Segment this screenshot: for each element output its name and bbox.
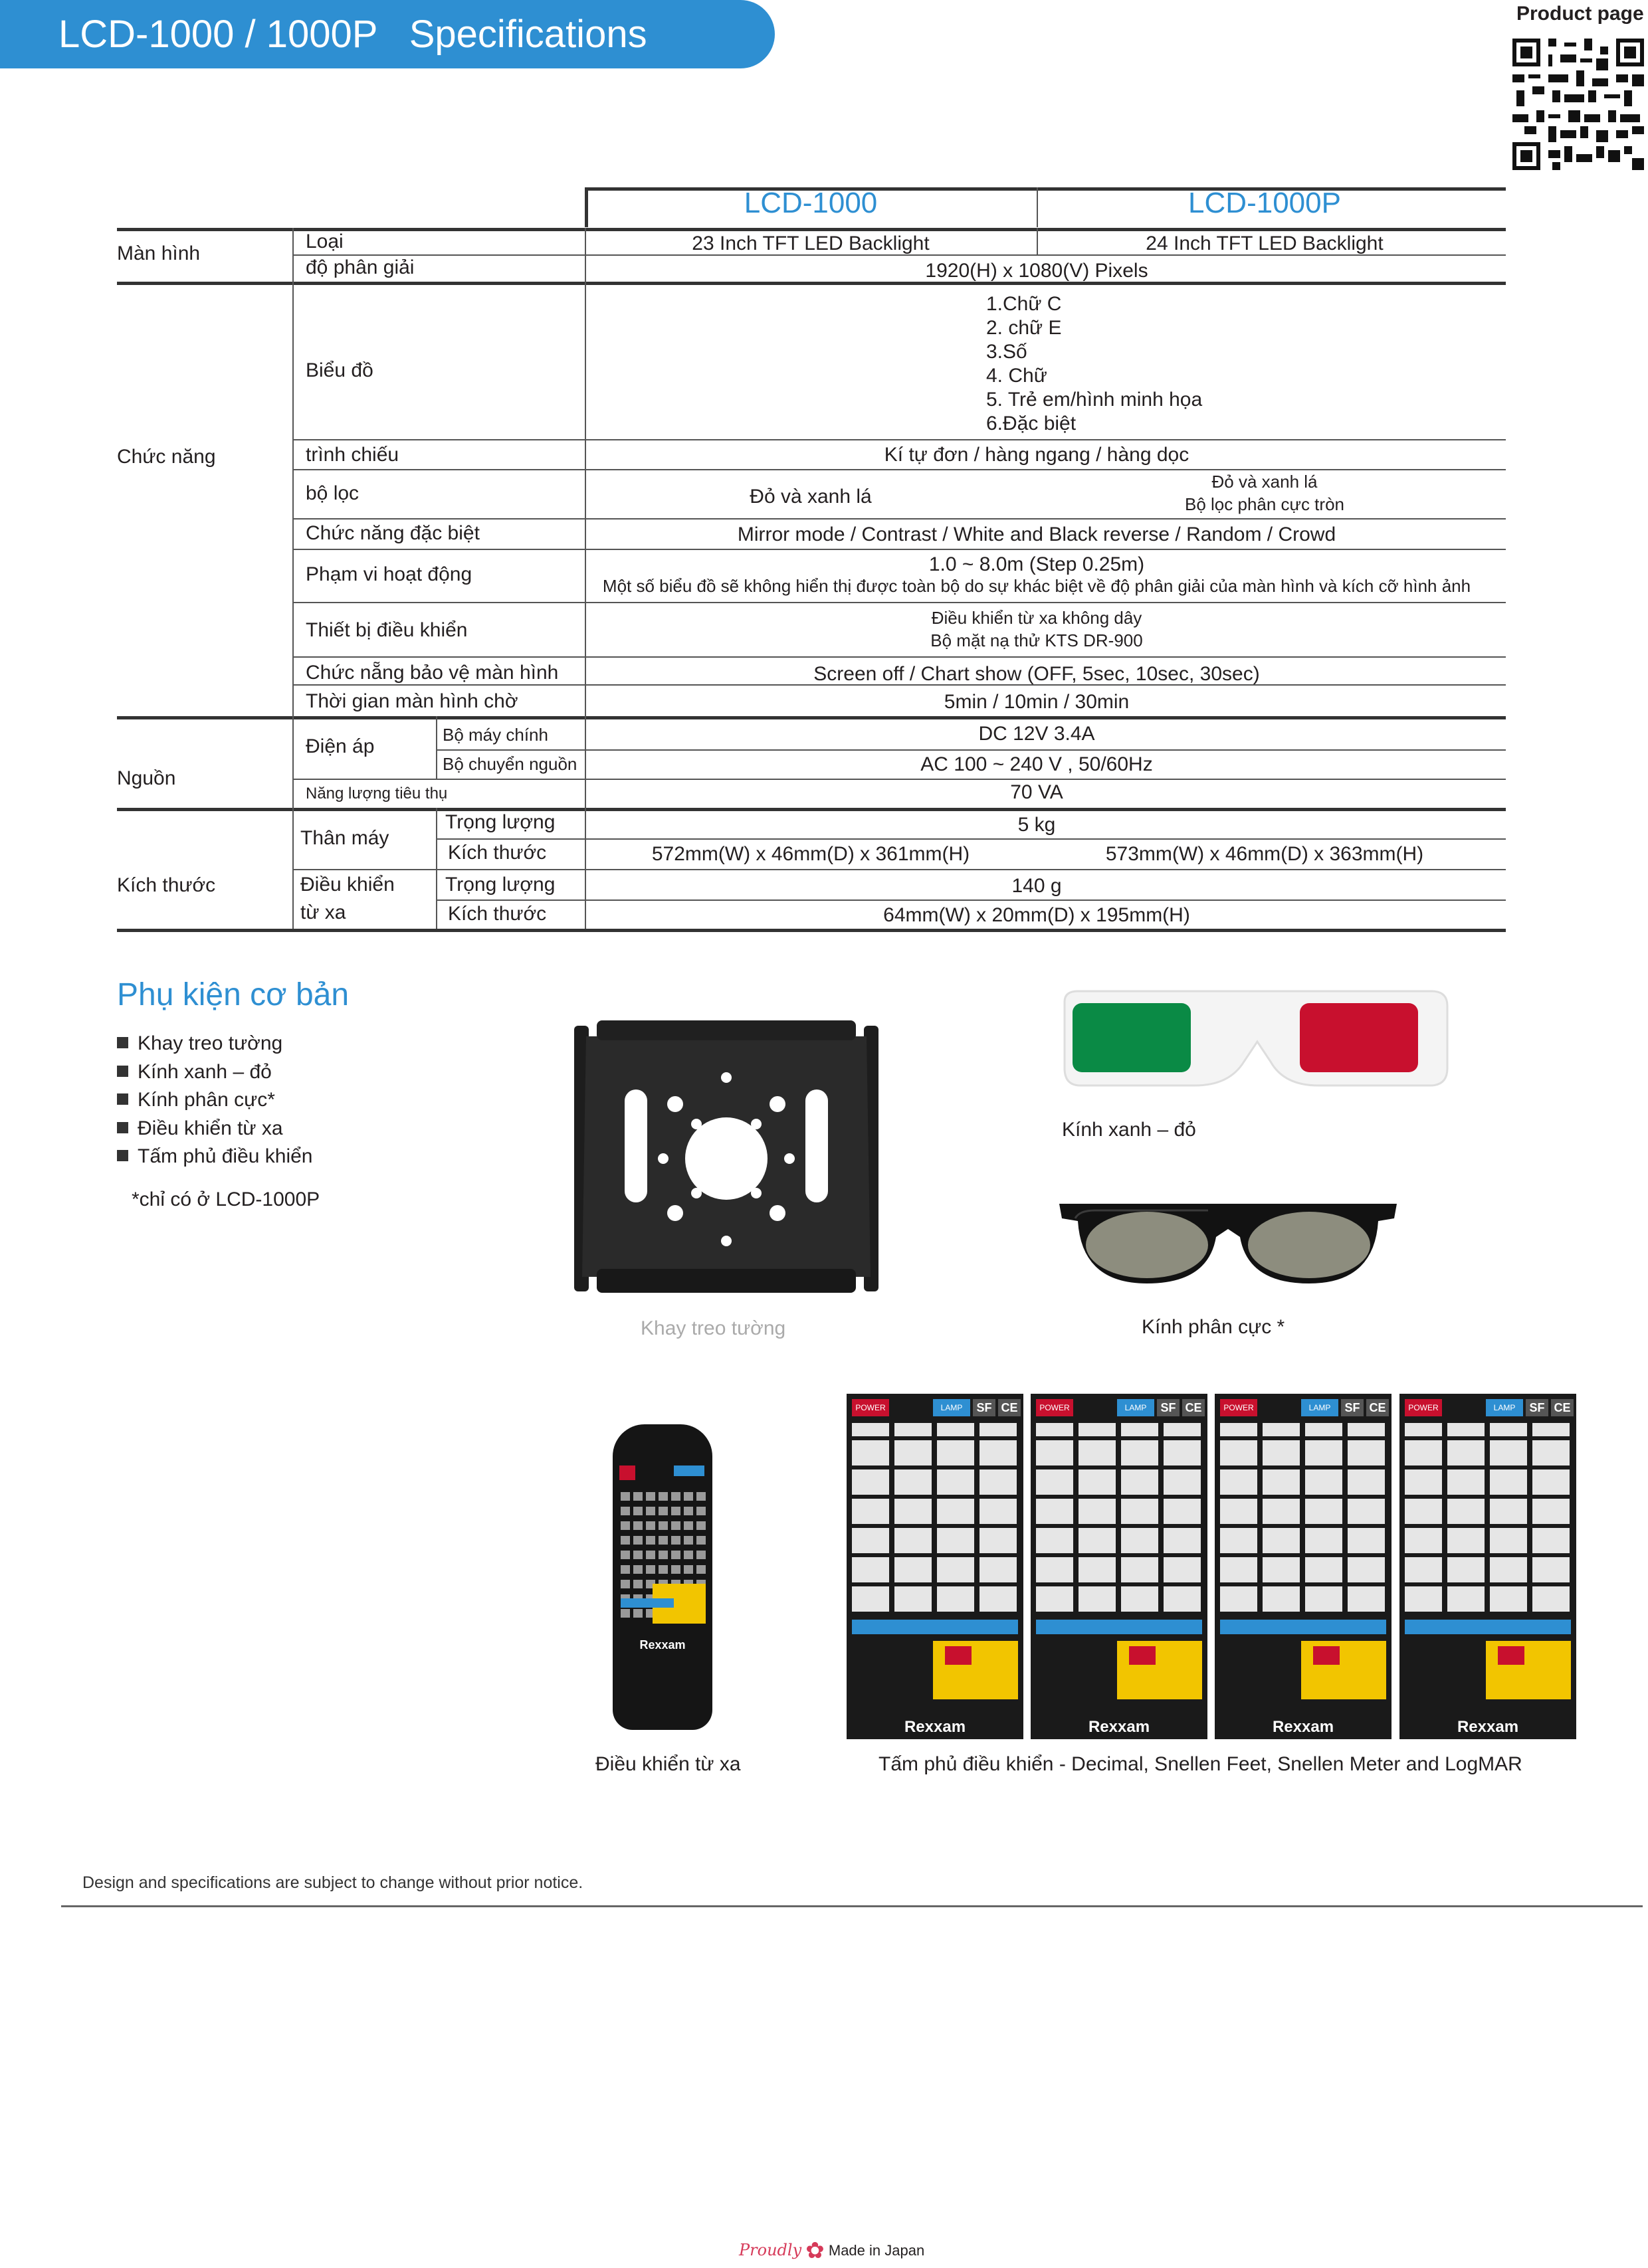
header-mid-rule [1037, 187, 1038, 227]
rule [436, 838, 1506, 840]
column-header-lcd-1000p: LCD-1000P [1188, 187, 1341, 219]
type-lcd-1000: 23 Inch TFT LED Backlight [692, 233, 930, 254]
group-function: Chức năng [117, 446, 216, 468]
remote-brand: Rexxam [639, 1638, 686, 1652]
caption-bracket: Khay treo tường [641, 1317, 786, 1339]
overlay-panel-snellen-meter [1215, 1394, 1391, 1739]
rule [1037, 228, 1038, 254]
header-left-rule [585, 187, 588, 227]
rule [292, 469, 1506, 470]
accessory-item: Khay treo tường [117, 1032, 282, 1056]
projection-value: Kí tự đơn / hàng ngang / hàng dọc [884, 444, 1189, 466]
standby-value: 5min / 10min / 30min [944, 691, 1130, 713]
bullet-square-icon [117, 1093, 128, 1105]
rule [292, 869, 1506, 870]
overlay-panels [847, 1394, 1576, 1739]
proudly-logo: Proudly [739, 2241, 802, 2259]
overlay-blue-row [852, 1620, 1018, 1634]
body-weight-value: 5 kg [1017, 814, 1056, 836]
overlay-key-grid [1220, 1423, 1386, 1616]
row-label-type: Loại [306, 231, 344, 252]
overlay-key-grid [1405, 1423, 1571, 1616]
row-label-projection: trình chiếu [306, 444, 399, 466]
row-label-screensaver: Chức nẵng bảo vệ màn hình [306, 662, 559, 684]
remote-control-image [613, 1424, 712, 1730]
row-label-voltage: Điện áp [306, 735, 375, 757]
footer-rule [61, 1905, 1643, 1907]
chart-item: 5. Trẻ em/hình minh họa [986, 389, 1203, 411]
rule [292, 549, 1506, 550]
accessory-item: Kính xanh – đỏ [117, 1060, 272, 1084]
overlay-panel-decimal [847, 1394, 1023, 1739]
bullet-square-icon [117, 1122, 128, 1133]
row-label-standby: Thời gian màn hình chờ [306, 690, 518, 712]
row-label-consumption: Năng lượng tiêu thụ [306, 785, 448, 803]
type-lcd-1000p: 24 Inch TFT LED Backlight [1146, 233, 1384, 254]
overlay-blue-row [1405, 1620, 1571, 1634]
remote-dim-value: 64mm(W) x 20mm(D) x 195mm(H) [883, 904, 1190, 926]
overlay-sf-key: SF [1526, 1399, 1548, 1416]
overlay-lamp-key: LAMP [1117, 1399, 1154, 1416]
made-in-label: Made in Japan [828, 2242, 925, 2259]
overlay-sf-key: SF [973, 1399, 995, 1416]
remote-weight-value: 140 g [1011, 875, 1062, 897]
rule [292, 439, 1506, 440]
overlay-esc-key [1498, 1646, 1524, 1665]
chart-item: 1.Chữ C [986, 293, 1062, 315]
footer-note: Design and specifications are subject to change without prior notice. [82, 1873, 583, 1892]
row-label-special: Chức năng đặc biệt [306, 522, 480, 544]
column-header-lcd-1000: LCD-1000 [744, 187, 878, 219]
overlay-power-key: POWER [1405, 1399, 1442, 1416]
remote-weight-label: Trọng lượng [445, 874, 556, 896]
rule [117, 808, 1506, 811]
overlay-power-key: POWER [852, 1399, 889, 1416]
rule [292, 656, 1506, 658]
overlay-lamp-key: LAMP [1486, 1399, 1523, 1416]
row-label-controller: Thiết bị điều khiển [306, 619, 468, 641]
overlay-ce-key: CE [1551, 1399, 1574, 1416]
caption-red-green: Kính xanh – đỏ [1062, 1119, 1196, 1141]
body-dim-lcd-1000: 572mm(W) x 46mm(D) x 361mm(H) [651, 843, 970, 865]
bullet-square-icon [117, 1066, 128, 1077]
rule [436, 808, 437, 929]
overlay-ce-key: CE [998, 1399, 1021, 1416]
controller-line2: Bộ mặt nạ thử KTS DR-900 [930, 630, 1143, 650]
title-banner: LCD-1000 / 1000P Specifications [0, 0, 775, 68]
screensaver-value: Screen off / Chart show (OFF, 5sec, 10sec, 30sec) [813, 663, 1260, 685]
row-label-resolution: độ phân giải [306, 256, 415, 278]
rule [436, 716, 437, 749]
group-size: Kích thước [117, 874, 216, 896]
chart-item: 3.Số [986, 341, 1027, 363]
filter-lcd-1000p-line1: Đỏ và xanh lá [1211, 472, 1318, 492]
chart-item: 2. chữ E [986, 317, 1062, 339]
row-label-chart: Biểu đồ [306, 359, 373, 381]
overlay-key-grid [852, 1423, 1018, 1616]
rule [292, 602, 1506, 603]
qr-code[interactable] [1512, 39, 1644, 170]
row-label-body: Thân máy [300, 827, 389, 849]
rule [292, 518, 1506, 520]
range-note: Một số biểu đồ sẽ không hiển thị được toàn bộ do sự khác biệt về độ phân giải của màn hình và kích cỡ hình ảnh [602, 576, 1471, 596]
overlay-ce-key: CE [1182, 1399, 1205, 1416]
overlay-lamp-key: LAMP [1301, 1399, 1338, 1416]
special-value: Mirror mode / Contrast / White and Black reverse / Random / Crowd [737, 523, 1336, 545]
bullet-square-icon [117, 1150, 128, 1161]
polarized-glasses-image [1055, 1184, 1401, 1290]
row-label-range: Phạm vi hoạt động [306, 563, 472, 585]
red-green-glasses-image [1058, 989, 1451, 1095]
chart-item: 4. Chữ [986, 365, 1047, 387]
voltage-adapter-label: Bộ chuyển nguồn [443, 754, 577, 774]
made-in-japan [739, 2237, 924, 2264]
group-power: Nguồn [117, 767, 176, 789]
overlay-power-key: POWER [1036, 1399, 1073, 1416]
remote-lamp-key [674, 1465, 704, 1476]
accessory-item: Kính phân cực* [117, 1088, 275, 1112]
overlay-blue-row [1220, 1620, 1386, 1634]
overlay-brand: Rexxam [1272, 1718, 1334, 1736]
row-label-filter: bộ lọc [306, 482, 360, 504]
overlay-brand: Rexxam [1088, 1718, 1150, 1736]
caption-polarized: Kính phân cực * [1142, 1316, 1285, 1338]
rule [292, 228, 294, 929]
rule [436, 899, 1506, 901]
rule [117, 716, 1506, 719]
remote-power-key [619, 1465, 635, 1480]
overlay-sf-key: SF [1341, 1399, 1364, 1416]
consumption-value: 70 VA [1010, 781, 1063, 803]
remote-blue-keys [621, 1598, 674, 1608]
chart-item: 6.Đặc biệt [986, 413, 1077, 434]
group-display: Màn hình [117, 242, 201, 264]
body-dim-lcd-1000p: 573mm(W) x 46mm(D) x 363mm(H) [1105, 843, 1424, 865]
overlay-esc-key [945, 1646, 972, 1665]
overlay-key-grid [1036, 1423, 1202, 1616]
voltage-main-label: Bộ máy chính [443, 725, 548, 745]
rule [117, 929, 1506, 932]
rule [436, 749, 1506, 751]
voltage-adapter-value: AC 100 ~ 240 V , 50/60Hz [920, 753, 1153, 775]
table-top-rule [585, 187, 1506, 191]
overlay-blue-row [1036, 1620, 1202, 1634]
body-dim-label: Kích thước [448, 842, 547, 864]
resolution-value: 1920(H) x 1080(V) Pixels [925, 260, 1148, 282]
caption-overlay: Tấm phủ điều khiển - Decimal, Snellen Feet, Snellen Meter and LogMAR [878, 1753, 1522, 1775]
rule [585, 228, 586, 929]
overlay-brand: Rexxam [1457, 1718, 1519, 1736]
rule [117, 282, 1506, 285]
overlay-brand: Rexxam [904, 1718, 966, 1736]
overlay-panel-snellen-feet [1031, 1394, 1207, 1739]
rule [436, 749, 437, 779]
overlay-panel-logmar [1399, 1394, 1576, 1739]
accessory-item: Tấm phủ điều khiển [117, 1145, 313, 1169]
overlay-esc-key [1129, 1646, 1156, 1665]
rule [292, 779, 1506, 780]
accessories-title: Phụ kiện cơ bản [117, 977, 350, 1012]
controller-line1: Điều khiển từ xa không dây [931, 608, 1142, 628]
accessories-note: *chỉ có ở LCD-1000P [132, 1188, 320, 1210]
row-label-remote-2: từ xa [300, 901, 346, 923]
cherry-blossom-icon: ✿ [805, 2238, 825, 2263]
remote-dim-label: Kích thước [448, 903, 547, 925]
wall-bracket-image [570, 1016, 882, 1297]
product-page-label: Product page [1516, 3, 1644, 25]
accessory-item: Điều khiển từ xa [117, 1117, 283, 1141]
overlay-lamp-key: LAMP [933, 1399, 970, 1416]
overlay-sf-key: SF [1157, 1399, 1180, 1416]
bullet-square-icon [117, 1037, 128, 1048]
row-label-remote-1: Điều khiển [300, 874, 395, 896]
overlay-ce-key: CE [1366, 1399, 1389, 1416]
body-weight-label: Trọng lượng [445, 811, 556, 833]
filter-lcd-1000: Đỏ và xanh lá [750, 486, 872, 508]
range-value: 1.0 ~ 8.0m (Step 0.25m) [928, 553, 1145, 575]
overlay-esc-key [1313, 1646, 1340, 1665]
caption-remote: Điều khiển từ xa [595, 1753, 741, 1775]
overlay-power-key: POWER [1220, 1399, 1257, 1416]
voltage-main-value: DC 12V 3.4A [978, 723, 1095, 745]
filter-lcd-1000p-line2: Bộ lọc phân cực tròn [1185, 494, 1344, 514]
